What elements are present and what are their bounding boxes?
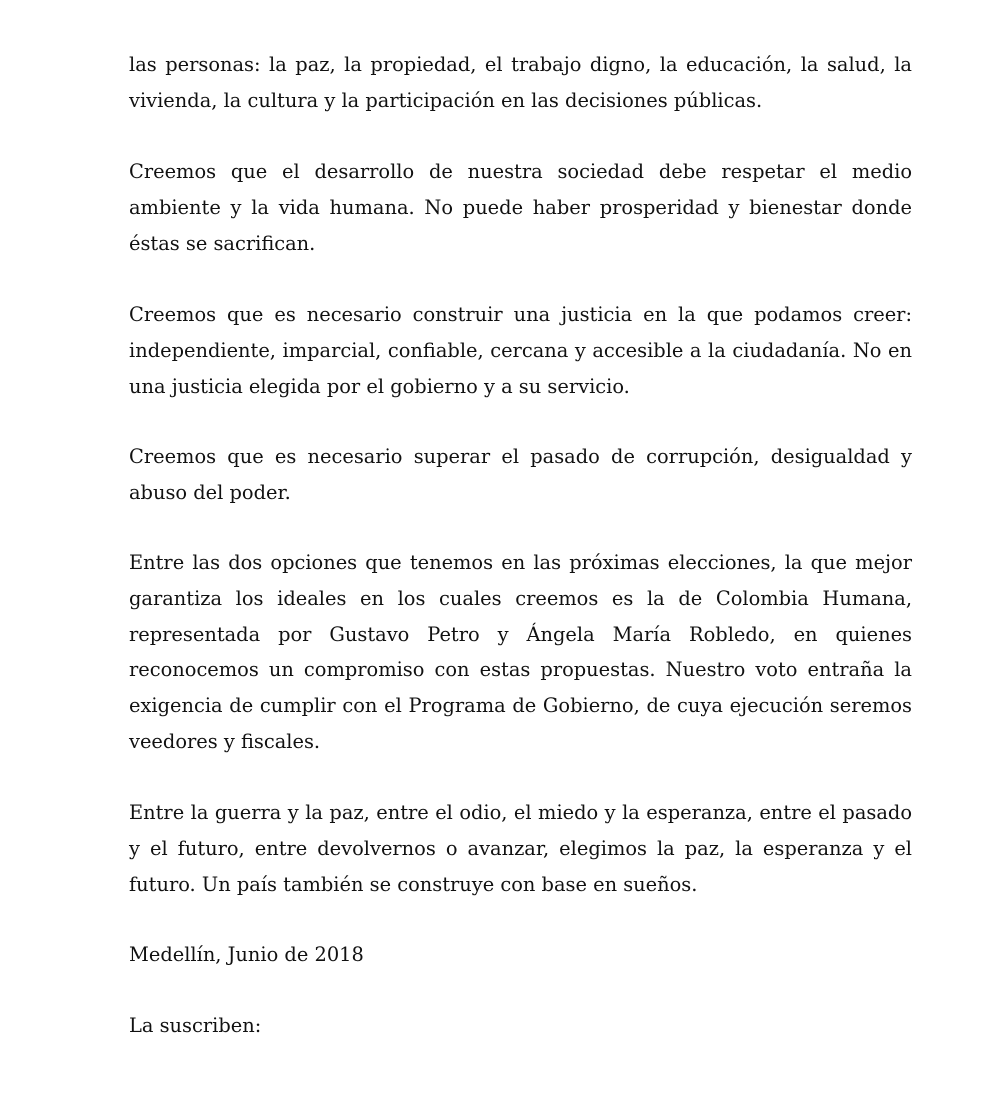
- paragraph-environment: Creemos que el desarrollo de nuestra sociedad debe respetar el medio ambiente y la vida humana. No puede haber prosperidad y bienestar donde éstas se sacrifican.: [129, 160, 912, 255]
- paragraph-corruption: Creemos que es necesario superar el pasado de corrupción, desigualdad y abuso del poder.: [129, 445, 912, 504]
- paragraph-justice: Creemos que es necesario construir una justicia en la que podamos creer: independiente, imparcial, confiable, cercana y accesible a la ciudadanía. No en una justicia elegida por el gobierno y a su servicio.: [129, 303, 912, 398]
- paragraph-rights-list: las personas: la paz, la propiedad, el trabajo digno, la educación, la salud, la vivienda, la cultura y la participación en las decisiones públicas.: [129, 53, 912, 112]
- paragraph-closing: Entre la guerra y la paz, entre el odio, el miedo y la esperanza, entre el pasado y el futuro, entre devolvernos o avanzar, elegimos la paz, la esperanza y el futuro. Un país también se construye con base en sueños.: [129, 801, 912, 896]
- paragraph-election-choice: Entre las dos opciones que tenemos en las próximas elecciones, la que mejor garantiza los ideales en los cuales creemos es la de Colombia Humana, representada por Gustavo Petro y Ángela María Robledo, en quienes reconocemos un compromiso con estas propuestas. Nuestro voto entraña la exigencia de cumplir con el Programa de Gobierno, de cuya ejecución seremos veedores y fiscales.: [129, 551, 912, 753]
- place-date: Medellín, Junio de 2018: [129, 943, 364, 966]
- signers-label: La suscriben:: [129, 1014, 262, 1037]
